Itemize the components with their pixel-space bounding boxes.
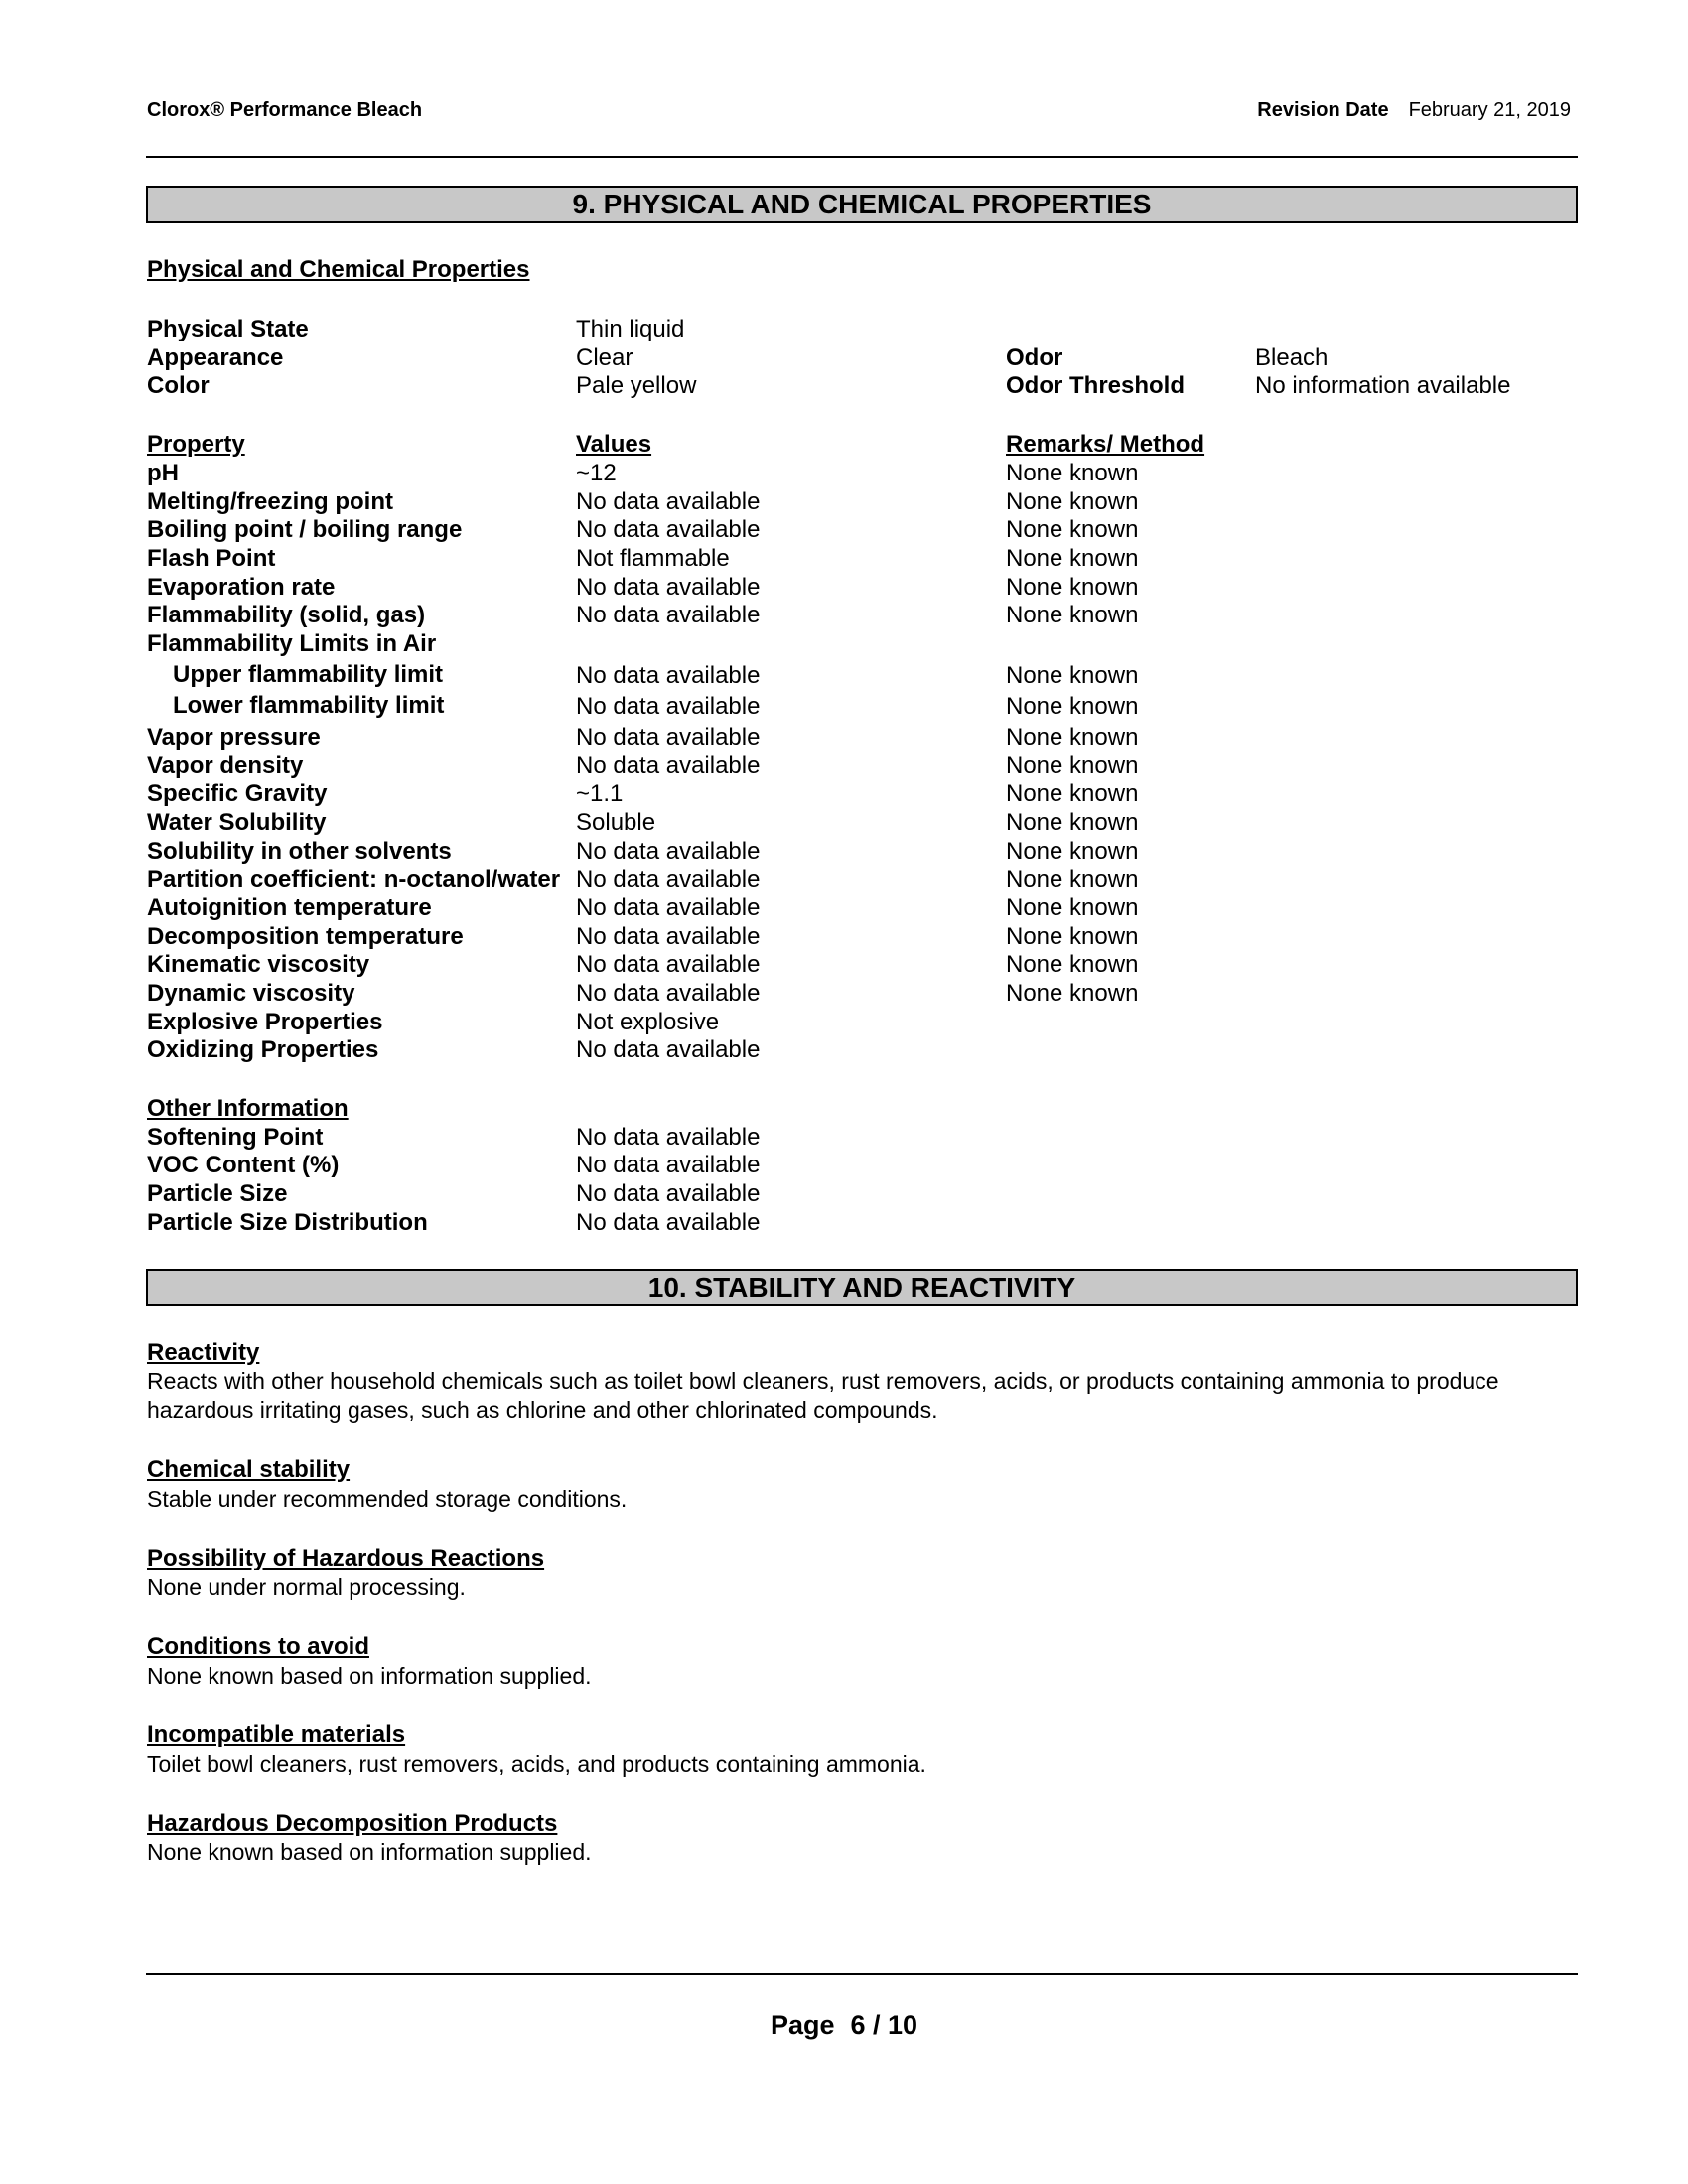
page-number: 6 / 10 xyxy=(850,2010,918,2040)
property-name: Flash Point xyxy=(147,545,276,572)
property-remark: None known xyxy=(1006,662,1139,689)
property-value: No data available xyxy=(576,693,761,720)
property-name: Vapor density xyxy=(147,752,304,779)
incompatible-materials-heading: Incompatible materials xyxy=(147,1721,406,1748)
property-value: No data available xyxy=(576,574,761,601)
other-property-name: Particle Size xyxy=(147,1180,288,1207)
property-value: No data available xyxy=(576,894,761,921)
property-value: No data available xyxy=(576,752,761,779)
property-value: No data available xyxy=(576,866,761,892)
property-value: No data available xyxy=(576,662,761,689)
property-value: No data available xyxy=(576,838,761,865)
property-remark: None known xyxy=(1006,574,1139,601)
property-name: Dynamic viscosity xyxy=(147,980,355,1007)
other-property-name: Softening Point xyxy=(147,1124,324,1151)
page-label: Page xyxy=(770,2010,835,2040)
hazardous-decomposition-heading: Hazardous Decomposition Products xyxy=(147,1810,558,1837)
property-value: No data available xyxy=(576,980,761,1007)
incompatible-materials-text: Toilet bowl cleaners, rust removers, acids, and products containing ammonia. xyxy=(147,1751,926,1777)
color-label: Color xyxy=(147,372,210,399)
odor-value: Bleach xyxy=(1255,344,1329,371)
physical-chemical-subheading: Physical and Chemical Properties xyxy=(147,256,530,283)
chemical-stability-heading: Chemical stability xyxy=(147,1456,351,1483)
reactivity-heading: Reactivity xyxy=(147,1339,260,1366)
property-remark: None known xyxy=(1006,866,1139,892)
section-10-title: 10. STABILITY AND REACTIVITY xyxy=(146,1269,1578,1306)
property-remark: None known xyxy=(1006,488,1139,515)
other-property-value: No data available xyxy=(576,1152,761,1178)
property-name: Explosive Properties xyxy=(147,1009,383,1035)
product-name: Clorox® Performance Bleach xyxy=(147,99,423,121)
hazardous-decomposition-text: None known based on information supplied. xyxy=(147,1840,592,1865)
other-property-value: No data available xyxy=(576,1180,761,1207)
property-group-name: Flammability Limits in Air xyxy=(147,630,437,657)
property-value: ~1.1 xyxy=(576,780,624,807)
property-name: Specific Gravity xyxy=(147,780,328,807)
conditions-to-avoid-text: None known based on information supplied. xyxy=(147,1663,592,1689)
other-property-value: No data available xyxy=(576,1124,761,1151)
property-value: No data available xyxy=(576,488,761,515)
property-remark: None known xyxy=(1006,460,1139,486)
property-value: No data available xyxy=(576,516,761,543)
hazardous-reactions-text: None under normal processing. xyxy=(147,1574,466,1600)
property-column-header: Property xyxy=(147,431,245,458)
other-property-name: Particle Size Distribution xyxy=(147,1209,428,1236)
property-name: Vapor pressure xyxy=(147,724,321,751)
values-column-header: Values xyxy=(576,431,652,458)
property-value: Not explosive xyxy=(576,1009,720,1035)
property-remark: None known xyxy=(1006,894,1139,921)
property-name: Boiling point / boiling range xyxy=(147,516,463,543)
property-name: Oxidizing Properties xyxy=(147,1036,379,1063)
property-remark: None known xyxy=(1006,602,1139,628)
other-property-value: No data available xyxy=(576,1209,761,1236)
property-name: Upper flammability limit xyxy=(173,661,444,688)
property-name: Solubility in other solvents xyxy=(147,838,452,865)
property-remark: None known xyxy=(1006,923,1139,950)
property-name: Lower flammability limit xyxy=(173,692,445,719)
property-remark: None known xyxy=(1006,724,1139,751)
property-value: Not flammable xyxy=(576,545,730,572)
property-name: Decomposition temperature xyxy=(147,923,464,950)
reactivity-text: Reacts with other household chemicals such as toilet bowl cleaners, rust removers, acids, or products containing ammonia to produce hazardous irritating gases, such as chlorine and other chlorinated compounds. xyxy=(147,1368,1499,1423)
property-name: pH xyxy=(147,460,179,486)
property-name: Melting/freezing point xyxy=(147,488,393,515)
property-value: No data available xyxy=(576,602,761,628)
property-name: Water Solubility xyxy=(147,809,327,836)
property-remark: None known xyxy=(1006,780,1139,807)
property-remark: None known xyxy=(1006,516,1139,543)
remarks-column-header: Remarks/ Method xyxy=(1006,431,1205,458)
page-indicator xyxy=(0,2010,1688,2041)
other-information-heading: Other Information xyxy=(147,1095,349,1122)
physical-state-value: Thin liquid xyxy=(576,316,685,342)
odor-label: Odor xyxy=(1006,344,1063,371)
property-remark: None known xyxy=(1006,980,1139,1007)
other-property-name: VOC Content (%) xyxy=(147,1152,340,1178)
property-name: Flammability (solid, gas) xyxy=(147,602,426,628)
property-remark: None known xyxy=(1006,809,1139,836)
header-divider xyxy=(146,156,1578,158)
revision-date-block xyxy=(1257,99,1571,122)
color-value: Pale yellow xyxy=(576,372,697,399)
chemical-stability-text: Stable under recommended storage conditions. xyxy=(147,1486,628,1512)
property-name: Evaporation rate xyxy=(147,574,336,601)
property-remark: None known xyxy=(1006,752,1139,779)
property-remark: None known xyxy=(1006,838,1139,865)
hazardous-reactions-heading: Possibility of Hazardous Reactions xyxy=(147,1545,545,1571)
section-9-title: 9. PHYSICAL AND CHEMICAL PROPERTIES xyxy=(146,186,1578,223)
odor-threshold-value: No information available xyxy=(1255,372,1511,399)
property-remark: None known xyxy=(1006,545,1139,572)
property-value: No data available xyxy=(576,923,761,950)
property-name: Partition coefficient: n-octanol/water xyxy=(147,866,561,892)
appearance-value: Clear xyxy=(576,344,633,371)
conditions-to-avoid-heading: Conditions to avoid xyxy=(147,1633,369,1660)
property-value: ~12 xyxy=(576,460,617,486)
property-name: Kinematic viscosity xyxy=(147,951,370,978)
appearance-label: Appearance xyxy=(147,344,284,371)
property-value: No data available xyxy=(576,724,761,751)
revision-date-label: Revision Date xyxy=(1257,99,1389,121)
property-value: Soluble xyxy=(576,809,656,836)
physical-state-label: Physical State xyxy=(147,316,309,342)
property-name: Autoignition temperature xyxy=(147,894,432,921)
property-value: No data available xyxy=(576,1036,761,1063)
property-remark: None known xyxy=(1006,951,1139,978)
revision-date-value: February 21, 2019 xyxy=(1408,99,1571,121)
odor-threshold-label: Odor Threshold xyxy=(1006,372,1185,399)
property-remark: None known xyxy=(1006,693,1139,720)
property-value: No data available xyxy=(576,951,761,978)
footer-divider xyxy=(146,1973,1578,1975)
